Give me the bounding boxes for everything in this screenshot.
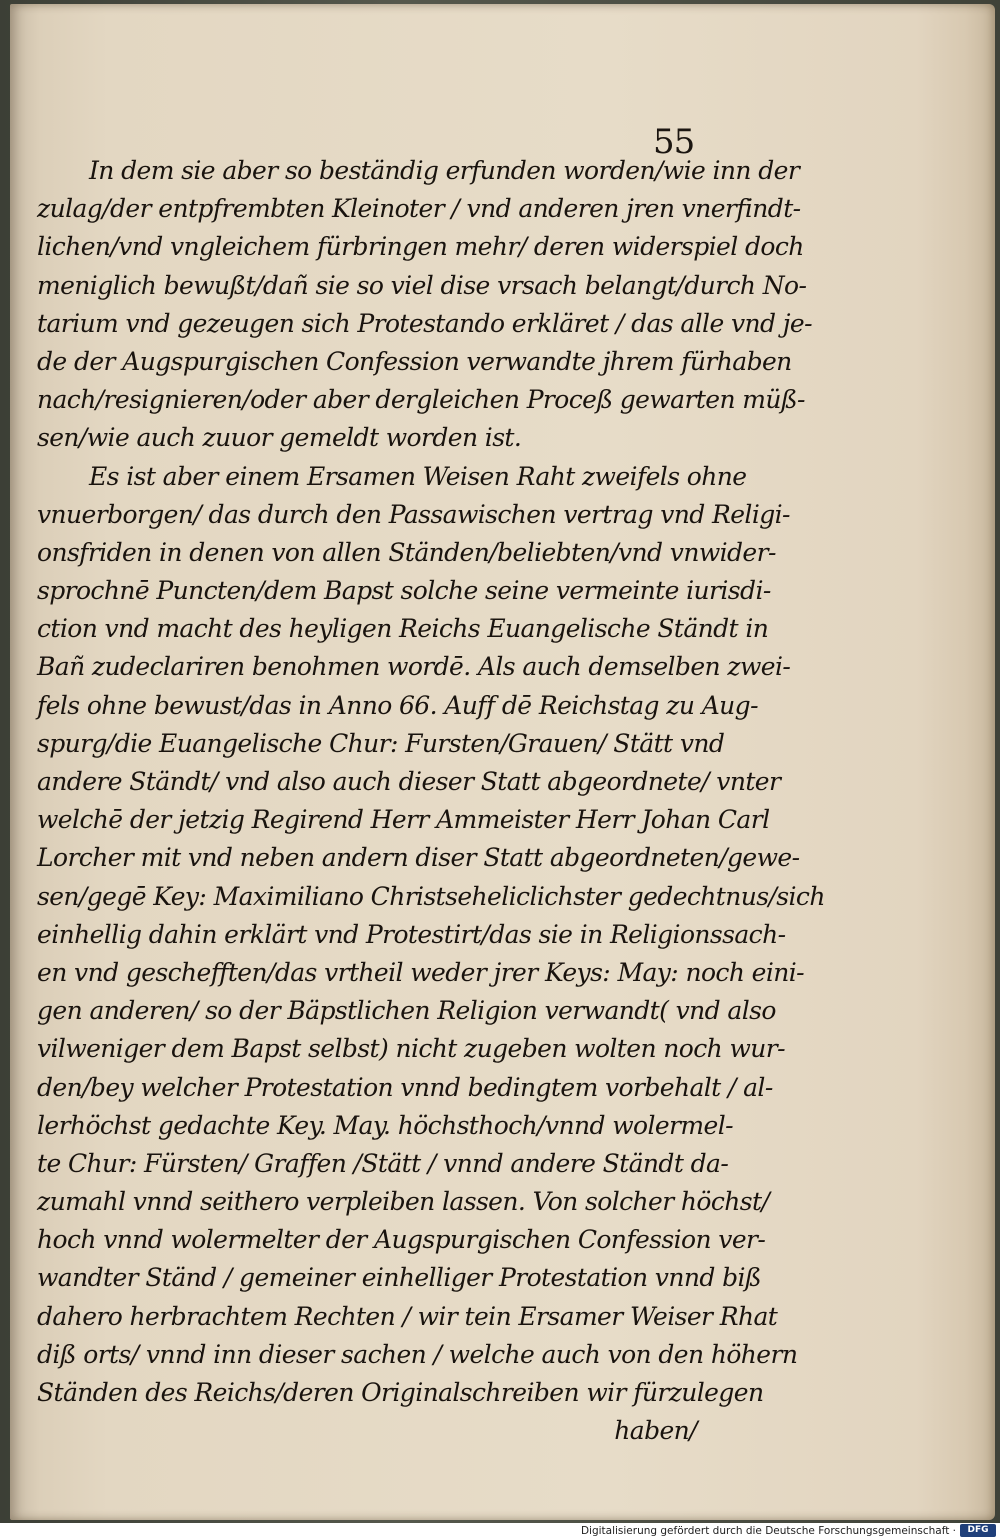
text-line: haben/	[614, 1416, 697, 1446]
text-line: onsfriden in denen von allen Ständen/beliebten/vnd vnwider-	[37, 537, 776, 567]
text-line: lerhöchst gedachte Key. May. höchsthoch/vnnd wolermel-	[37, 1110, 733, 1140]
text-line: In dem sie aber so beständig erfunden worden/wie inn der	[89, 156, 800, 185]
text-line: meniglich bewußt/dañ sie so viel dise vrsach belangt/durch No-	[37, 270, 807, 300]
text-line: nach/resignieren/oder aber dergleichen Proceß gewarten müß-	[37, 385, 805, 415]
text-line: zumahl vnnd seithero verpleiben lassen. Von solcher höchst/	[37, 1187, 770, 1217]
digitization-attribution: Digitalisierung gefördert durch die Deutsche Forschungsgemeinschaft ·	[580, 1525, 956, 1537]
dfg-logo: DFG	[960, 1524, 996, 1537]
text-line: zulag/der entpfrembten Kleinoter / vnd anderen jren vnerfindt-	[37, 194, 801, 224]
page-number: 55	[653, 122, 695, 162]
text-line: sen/wie auch zuuor gemeldt worden ist.	[37, 423, 522, 453]
text-line: den/bey welcher Protestation vnnd bedingtem vorbehalt / al-	[37, 1072, 773, 1102]
page-text	[37, 152, 825, 1450]
text-line: en vnd gescheﬀten/das vrtheil weder jrer Keys: May: noch eini-	[37, 957, 804, 987]
text-line: sprochnē Puncten/dem Bapst solche seine vermeinte iurisdi-	[37, 576, 771, 606]
text-line: tarium vnd gezeugen sich Protestando erkläret / das alle vnd je-	[37, 308, 812, 338]
text-line: Lorcher mit vnd neben andern diser Statt abgeordneten/gewe-	[37, 843, 800, 873]
text-line: vilweniger dem Bapst selbst) nicht zugeben wolten noch wur-	[37, 1034, 785, 1064]
text-line: Ständen des Reichs/deren Originalschreiben wir fürzulegen	[37, 1378, 764, 1407]
text-line: te Chur: Fürsten/ Graffen /Stätt / vnnd andere Ständt da-	[37, 1148, 729, 1178]
text-line: Bañ zudeclariren benohmen wordē. Als auch demselben zwei-	[37, 652, 791, 682]
text-line: de der Augspurgischen Confession verwandte jhrem fürhaben	[37, 346, 792, 376]
text-line: vnuerborgen/ das durch den Passawischen vertrag vnd Religi-	[37, 499, 790, 529]
text-line: andere Ständt/ vnd also auch dieser Statt abgeordnete/ vnter	[37, 767, 781, 796]
text-line: einhellig dahin erklärt vnd Protestirt/das sie in Religionssach-	[37, 919, 786, 949]
text-line: dahero herbrachtem Rechten / wir tein Ersamer Weiser Rhat	[37, 1301, 778, 1331]
text-line: lichen/vnd vngleichem fürbringen mehr/ deren widerspiel doch	[37, 232, 804, 262]
text-line: diß orts/ vnnd inn dieser sachen / welche auch von den höhern	[37, 1339, 798, 1369]
text-line: Es ist aber einem Ersamen Weisen Raht zweifels ohne	[89, 461, 747, 491]
text-line: ction vnd macht des heyligen Reichs Euangelische Ständt in	[37, 614, 769, 644]
text-line: fels ohne bewust/das in Anno 66. Auff dē Reichstag zu Aug-	[37, 690, 758, 720]
text-line: wandter Ständ / gemeiner einhelliger Protestation vnnd biß	[37, 1263, 761, 1293]
text-line: gen anderen/ so der Bäpstlichen Religion verwandt( vnd also	[37, 996, 776, 1026]
text-line: sen/gegē Key: Maximiliano Christseheliclichster gedechtnus/sich	[37, 881, 825, 911]
book-page	[10, 4, 995, 1520]
text-line: welchē der jetzig Regirend Herr Ammeister Herr Johan Carl	[37, 805, 770, 835]
text-line: hoch vnnd wolermelter der Augspurgischen Confession ver-	[37, 1225, 766, 1255]
text-line: spurg/die Euangelische Chur: Fursten/Grauen/ Stätt vnd	[37, 728, 725, 758]
